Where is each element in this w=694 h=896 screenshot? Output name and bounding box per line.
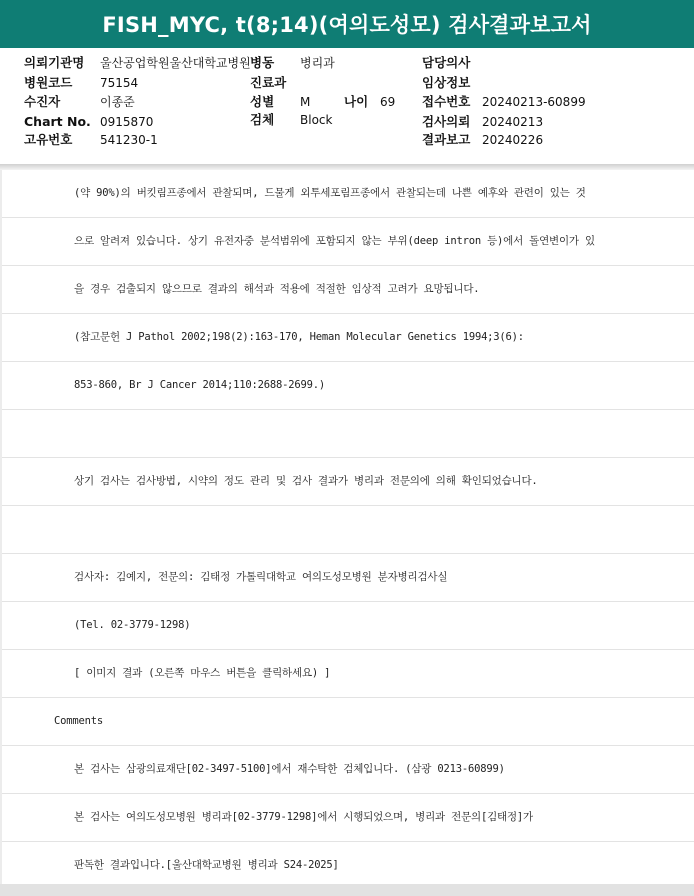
report-line-text: 본 검사는 여의도성모병원 병리과[02-3779-1298]에서 시행되었으며, 병리과 전문의[김태정]가 — [74, 811, 533, 823]
receipt-label: 접수번호 — [422, 94, 471, 109]
chart-no-label: Chart No. — [24, 114, 91, 129]
age-label: 나이 — [344, 94, 369, 109]
report-line — [2, 794, 694, 842]
report-line-text: 853-860, Br J Cancer 2014;110:2688-2699.) — [74, 379, 325, 391]
report-line-text: 검사자: 김예지, 전문의: 김태정 가톨릭대학교 여의도성모병원 분자병리검사실 — [74, 571, 448, 583]
report-line — [2, 554, 694, 602]
sex-label: 성별 — [250, 94, 275, 109]
sex-value: M — [300, 95, 311, 109]
image-result-line[interactable] — [2, 650, 694, 698]
request-date-label: 검사의뢰 — [422, 114, 471, 129]
collector-label: 수진자 — [24, 94, 61, 109]
chart-no-value: 0915870 — [100, 115, 154, 129]
bottom-bar — [0, 884, 694, 896]
report-line-text: 으로 알려져 있습니다. 상기 유전자중 분석범위에 포함되지 않는 부위(deep intron 등)에서 돌연변이가 있 — [74, 235, 595, 247]
specimen-value: Block — [300, 113, 333, 127]
hosp-code-label: 병원코드 — [24, 75, 73, 90]
report-line — [2, 314, 694, 362]
unique-no-label: 고유번호 — [24, 132, 73, 147]
report-line — [2, 602, 694, 650]
report-line-text: (Tel. 02-3779-1298) — [74, 619, 191, 631]
doctor-label: 담당의사 — [422, 55, 471, 70]
clinical-label: 임상정보 — [422, 75, 471, 90]
receipt-value: 20240213-60899 — [482, 95, 586, 109]
report-line — [2, 170, 694, 218]
report-body[interactable] — [2, 170, 694, 884]
report-line — [2, 362, 694, 410]
ward-value: 병리과 — [300, 56, 335, 70]
report-line — [2, 458, 694, 506]
report-title: FISH_MYC, t(8;14)(여의도성모) 검사결과보고서 — [0, 0, 694, 48]
report-date-label: 결과보고 — [422, 132, 471, 147]
age-value: 69 — [380, 95, 396, 109]
report-line — [2, 746, 694, 794]
unique-no-value: 541230-1 — [100, 133, 158, 147]
collector-value: 이종준 — [100, 95, 135, 109]
req-org-label: 의뢰기관명 — [24, 55, 85, 70]
report-line — [2, 266, 694, 314]
dept-label: 진료과 — [250, 75, 287, 90]
report-line-text: 본 검사는 삼광의료재단[02-3497-5100]에서 재수탁한 검체입니다. (삼광 0213-60899) — [74, 763, 505, 775]
request-date-value: 20240213 — [482, 115, 544, 129]
report-line — [2, 842, 694, 890]
report-line-text: 판독한 결과입니다.[울산대학교병원 병리과 S24-2025] — [74, 859, 339, 871]
specimen-label: 검체 — [250, 112, 275, 127]
report-line-text: (약 90%)의 버킷림프종에서 관찰되며, 드물게 외투세포림프종에서 관찰되는데 나쁜 예후와 관련이 있는 것 — [74, 187, 586, 199]
image-result-link[interactable]: [ 이미지 결과 (오른쪽 마우스 버튼을 클릭하세요) ] — [74, 667, 331, 679]
patient-info-panel — [0, 48, 694, 165]
comments-heading-row — [2, 698, 694, 746]
report-line — [2, 410, 694, 458]
comments-heading: Comments — [54, 715, 103, 727]
ward-label: 병동 — [250, 55, 275, 70]
report-line-text: (참고문헌 J Pathol 2002;198(2):163-170, Heman Molecular Genetics 1994;3(6): — [74, 331, 524, 343]
report-line — [2, 218, 694, 266]
hosp-code-value: 75154 — [100, 76, 139, 90]
report-date-value: 20240226 — [482, 133, 544, 147]
req-org-value: 울산공업학원울산대학교병원 — [100, 56, 251, 70]
report-line-text: 상기 검사는 검사방법, 시약의 정도 관리 및 검사 결과가 병리과 전문의에 의해 확인되었습니다. — [74, 475, 538, 487]
report-line-text: 을 경우 검출되지 않으므로 결과의 해석과 적용에 적절한 임상적 고려가 요망됩니다. — [74, 283, 480, 295]
report-line — [2, 506, 694, 554]
